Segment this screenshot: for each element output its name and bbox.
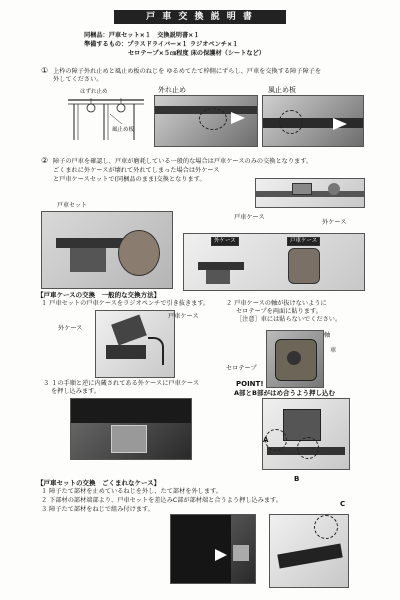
tools-line-1: 準備するもの：プラスドライバー×１ ラジオペンチ×１ (84, 41, 239, 48)
step1-number: ① (41, 66, 49, 75)
step2-text-2: ごくまれに外ケースが壊れて外れてしまった場合は外ケース (53, 167, 220, 174)
label-roller-set: 戸車セット (57, 202, 88, 209)
case-step-3a: ３ １の手順と逆に内蔵されてある外ケースに戸車ケース (43, 380, 200, 387)
case-step-2b: セロテープを両面に貼ります。 (236, 308, 322, 315)
step1-text-2: 外してください。 (53, 76, 103, 83)
label-part-b: B (294, 475, 300, 483)
label-axis: 軸 (324, 332, 331, 339)
case-step-2c: ［注意］車には貼らないでください。 (236, 316, 342, 323)
set-step-1: １ 障子たて部材を止めているねじを外し、たて部材を外します。 (41, 488, 222, 495)
step2-number: ② (41, 156, 49, 165)
label-outer-case-a: 外ケース (322, 219, 347, 226)
step2-text-1: 障子の戸車を確認し、戸車が磨耗している一般的な場合は戸車ケースのみの交換となります。 (53, 158, 313, 165)
label-part-c: C (340, 500, 346, 508)
point-title: POINT! (236, 380, 264, 388)
label-tape: セロテープ (226, 365, 257, 372)
diagram-label-wind-plate: 風止め板 (112, 127, 135, 133)
set-step-2: ２ 下部材の部材端部より、戸車セットを差込みC部が部材端と合うよう押し込みます。 (41, 497, 282, 504)
case-exchange-heading: 【戸車ケースの交換 一般的な交換方法】 (37, 291, 161, 299)
label-outer-case-b: 外ケース (58, 325, 83, 332)
diagram-label-stopper: はずれ止め (80, 89, 108, 95)
roller-set-photo (41, 211, 173, 289)
bundled-items: 同梱品：戸車セット×１ 交換説明書×１ (84, 32, 200, 39)
photo-label-stopper: 外れ止め (158, 86, 186, 94)
case-step-2a: ２ 戸車ケースの軸が抜けないように (226, 300, 327, 307)
step1-text-1: 上枠の障子外れ止めと風止め板のねじを ゆるめてたて枠側にずらし、戸車を交換する障子障子を (53, 68, 322, 75)
label-roller-case-a: 戸車ケース (234, 214, 265, 221)
step2-text-3: と戸車ケースセットで(同梱品のまま)交換となります。 (53, 176, 206, 183)
tag-roller-case: 戸車ケース (287, 237, 320, 246)
push-in-photo (70, 398, 192, 460)
set-step-3: ３ 障子たて部材をねじで組み付けます。 (41, 506, 154, 513)
rail-roller-photo (255, 178, 365, 208)
tape-photo (266, 330, 324, 388)
point-photo (262, 398, 350, 470)
tools-line-2: セロテープ×５㎝程度 床の保護材（シートなど） (128, 50, 265, 57)
case-step-1: １ 戸車セットの戸車ケースをラジオペンチで引き抜きます。 (41, 300, 210, 307)
point-text: A部とB部がはめ合うよう押し込む (234, 389, 335, 397)
set-exchange-heading: 【戸車セットの交換 ごくまれなケース】 (37, 479, 161, 487)
label-roller-case-b: 戸車ケース (168, 313, 199, 320)
photo-label-wind-plate: 風止め板 (268, 86, 296, 94)
label-part-a: A (263, 436, 269, 444)
wind-plate-photo (262, 95, 364, 147)
label-wheel: 車 (330, 347, 337, 354)
insert-photo (170, 514, 256, 584)
page-title: 戸 車 交 換 説 明 書 (114, 10, 286, 24)
fit-photo (269, 514, 349, 588)
tag-outer-case: 外ケース (211, 237, 239, 246)
case-step-3b: を押し込みます。 (51, 388, 101, 395)
stopper-photo (154, 95, 258, 147)
pliers-photo (95, 310, 175, 378)
